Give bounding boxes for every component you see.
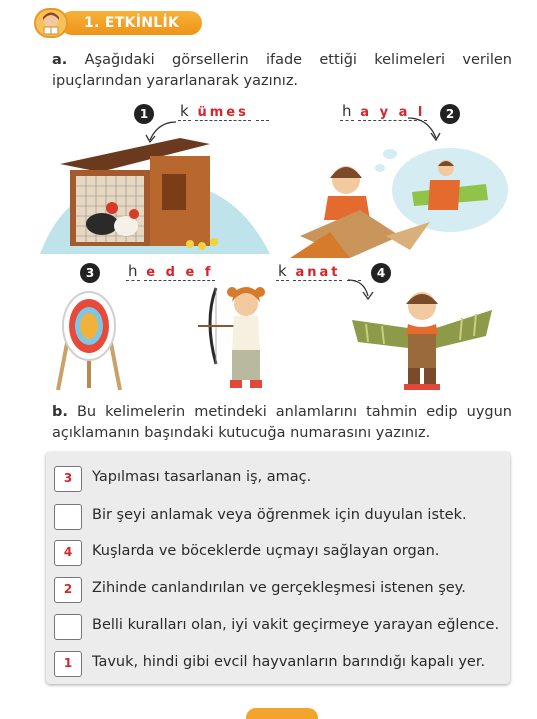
item-1-first-letter: k	[180, 102, 189, 120]
answer-box[interactable]: 2	[54, 577, 82, 603]
item-2-answer: a y a l	[360, 105, 426, 120]
page-number-tab	[246, 708, 318, 719]
answer-row	[54, 614, 506, 642]
activity-header	[34, 8, 202, 38]
answer-box[interactable]	[54, 504, 82, 530]
answer-box[interactable]: 3	[54, 466, 82, 492]
girl-reading-icon	[34, 8, 68, 38]
item-2-first-letter: h	[342, 102, 352, 120]
instruction-a-label: a.	[52, 52, 68, 68]
answer-row	[54, 540, 506, 568]
item-3-first-letter: h	[128, 262, 138, 280]
archer-girl-illustration	[196, 280, 276, 392]
answer-text: Zihinde canlandırılan ve gerçekleşmesi istenen şey.	[92, 580, 466, 596]
answer-row	[54, 466, 506, 494]
target-illustration	[54, 288, 124, 392]
item-3-number: 3	[80, 263, 100, 283]
answer-text: Kuşlarda ve böceklerde uçmayı sağlayan organ.	[92, 543, 440, 559]
answer-text: Tavuk, hindi gibi evcil hayvanların barındığı kapalı yer.	[92, 654, 486, 670]
answer-panel	[46, 452, 510, 684]
answer-row	[54, 577, 506, 605]
answer-text: Yapılması tasarlanan iş, amaç.	[92, 469, 312, 485]
answer-text: Belli kuralları olan, iyi vakit geçirmeye yarayan eğlence.	[92, 617, 500, 633]
instruction-a-text: Aşağıdaki görsellerin ifade ettiği kelimeleri verilen ipuçlarından yararlanarak yazınız.	[52, 52, 512, 89]
answer-text: Bir şeyi anlamak veya öğrenmek için duyulan istek.	[92, 507, 467, 523]
answer-box[interactable]	[54, 614, 82, 640]
answer-box[interactable]: 4	[54, 540, 82, 566]
dreaming-boy-illustration	[290, 140, 510, 262]
item-4-number: 4	[371, 263, 391, 283]
instruction-a	[52, 50, 512, 92]
instruction-b-label: b.	[52, 404, 68, 420]
item-4-answer: anat	[295, 265, 341, 280]
activity-title: 1. ETKİNLİK	[84, 15, 180, 31]
item-1-answer: ümes	[197, 105, 249, 120]
item-1-word	[178, 102, 269, 124]
winged-boy-illustration	[352, 284, 492, 392]
answer-row	[54, 651, 506, 679]
item-1-number: 1	[134, 104, 154, 124]
item-3-answer: e d e f	[146, 265, 214, 280]
instruction-b	[52, 402, 512, 444]
instruction-b-text: Bu kelimelerin metindeki anlamlarını tahmin edip uygun açıklamanın başındaki kutucuğa numarasını yazınız.	[52, 404, 512, 441]
item-2-number: 2	[440, 104, 460, 124]
item-4-first-letter: k	[278, 262, 287, 280]
chicken-coop-illustration	[40, 134, 270, 264]
answer-row	[54, 504, 506, 532]
answer-box[interactable]: 1	[54, 651, 82, 677]
